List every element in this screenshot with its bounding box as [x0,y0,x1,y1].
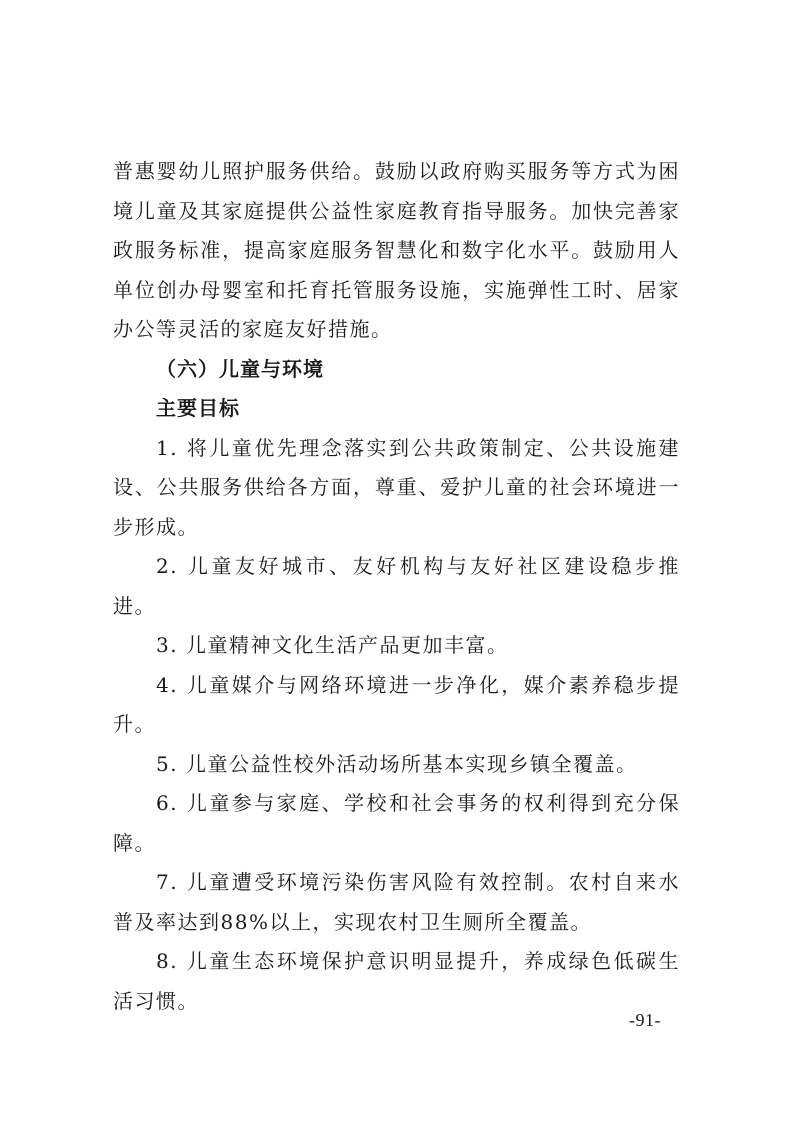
goal-item-1: 1. 将儿童优先理念落实到公共政策制定、公共设施建设、公共服务供给各方面，尊重、爱护儿童的社会环境进一步形成。 [113,435,680,539]
goal-item-2: 2. 儿童友好城市、友好机构与友好社区建设稳步推进。 [113,554,680,618]
goal-item-5: 5. 儿童公益性校外活动场所基本实现乡镇全覆盖。 [156,751,638,776]
goal-item-3: 3. 儿童精神文化生活产品更加丰富。 [156,633,509,657]
section-heading: （六）儿童与环境 [156,356,324,381]
goal-item-8: 8. 儿童生态环境保护意识明显提升，养成绿色低碳生活习惯。 [113,949,680,1013]
page-number: -91- [629,1010,661,1030]
subheading: 主要目标 [156,396,240,420]
continuation-paragraph: 普惠婴幼儿照护服务供给。鼓励以政府购买服务等方式为困境儿童及其家庭提供公益性家庭教育指导服务。加快完善家政服务标准，提高家庭服务智慧化和数字化水平。鼓励用人单位创办母婴室和托育托管服务设施，实施弹性工时、居家办公等灵活的家庭友好措施。 [113,159,680,341]
page-body [113,152,680,1021]
goal-item-6: 6. 儿童参与家庭、学校和社会事务的权利得到充分保障。 [113,791,680,855]
goal-item-4: 4. 儿童媒介与网络环境进一步净化，媒介素养稳步提升。 [113,672,680,736]
goal-item-7: 7. 儿童遭受环境污染伤害风险有效控制。农村自来水普及率达到88%以上，实现农村卫生厕所全覆盖。 [113,870,680,934]
